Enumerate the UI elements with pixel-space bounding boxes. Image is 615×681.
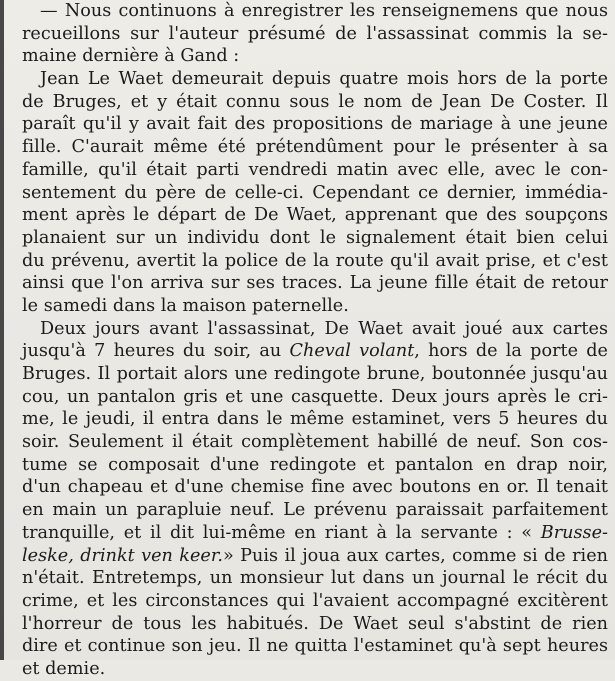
article-text: » xyxy=(222,545,234,566)
article-body xyxy=(22,0,608,681)
article-line xyxy=(22,340,608,363)
article-line: famille, qu'il était parti vendredi matin avec elle, avec le con- xyxy=(22,159,608,180)
article-line: ment après le départ de De Waet, apprenant que des soupçons xyxy=(22,205,608,226)
article-text: Puis il joua aux cartes, comme si de rien xyxy=(233,545,608,566)
article-line: de Bruges, et y était connu sous le nom de Jean De Coster. Il xyxy=(22,91,608,112)
article-line: crime, et les circonstances qui l'avaient accompagné excitèrent xyxy=(22,590,608,611)
italic-text: leske, drinkt ven keer. xyxy=(22,545,223,566)
article-line: me, le jeudi, il entra dans le même estaminet, vers 5 heures du xyxy=(22,409,608,430)
article-line: d'un chapeau et d'une chemise fine avec boutons en or. Il tenait xyxy=(22,477,608,498)
article-line: Deux jours avant l'assassinat, De Waet avait joué aux cartes xyxy=(40,318,608,339)
article-line: — Nous continuons à enregistrer les renseignemens que nous xyxy=(40,1,608,21)
article-line: Bruges. Il portait alors une redingote brune, boutonnée jusqu'au xyxy=(22,364,608,384)
article-line: tume se composait d'une redingote et pantalon en drap noir, xyxy=(22,454,608,475)
article-line xyxy=(22,522,608,545)
article-line: fille. C'aurait même été prétendûment pour le présenter à sa xyxy=(22,137,608,158)
article-line: ainsi que l'on arriva sur ses traces. La jeune fille était de retour xyxy=(22,273,608,294)
article-text: tranquille, et il dit lui-même en riant à la servante : « xyxy=(22,522,541,543)
article-line: et demie. xyxy=(22,658,106,679)
article-line: dire et continue son jeu. Il ne quitta l'estaminet qu'à sept heures xyxy=(22,636,608,657)
italic-text: Brusse- xyxy=(540,522,608,543)
article-line: l'horreur de tous les habitués. De Waet seul s'abstint de rien xyxy=(22,613,608,634)
article-line: cou, un pantalon gris et une casquette. Deux jours après le cri- xyxy=(22,386,608,407)
article-line: en main un parapluie neuf. Le prévenu paraissait parfaitement xyxy=(22,500,608,521)
article-text: , hors de la porte de xyxy=(414,341,608,362)
article-line: maine dernière à Gand : xyxy=(22,46,240,67)
article-text: jusqu'à 7 heures du soir, au xyxy=(22,341,290,362)
article-line xyxy=(22,545,608,568)
column-rule xyxy=(0,0,4,660)
article-line: paraît qu'il y avait fait des propositions de mariage à une jeune xyxy=(22,114,608,135)
article-line: planaient sur un individu dont le signalement était bien celui xyxy=(22,227,608,248)
article-line: le samedi dans la maison paternelle. xyxy=(22,295,349,316)
article-line: du prévenu, avertit la police de la route qu'il avait prise, et c'est xyxy=(22,250,608,271)
article-line: recueillons sur l'auteur présumé de l'assassinat commis la se- xyxy=(22,23,608,44)
article-line: n'était. Entretemps, un monsieur lut dans un journal le récit du xyxy=(22,568,608,589)
italic-text: Cheval volant xyxy=(289,341,415,362)
article-line: soir. Seulement il était complètement habillé de neuf. Son cos- xyxy=(22,432,608,453)
article-line: Jean Le Waet demeurait depuis quatre mois hors de la porte xyxy=(40,69,608,90)
article-line: sentement du père de celle-ci. Cependant ce dernier, immédia- xyxy=(22,182,608,203)
